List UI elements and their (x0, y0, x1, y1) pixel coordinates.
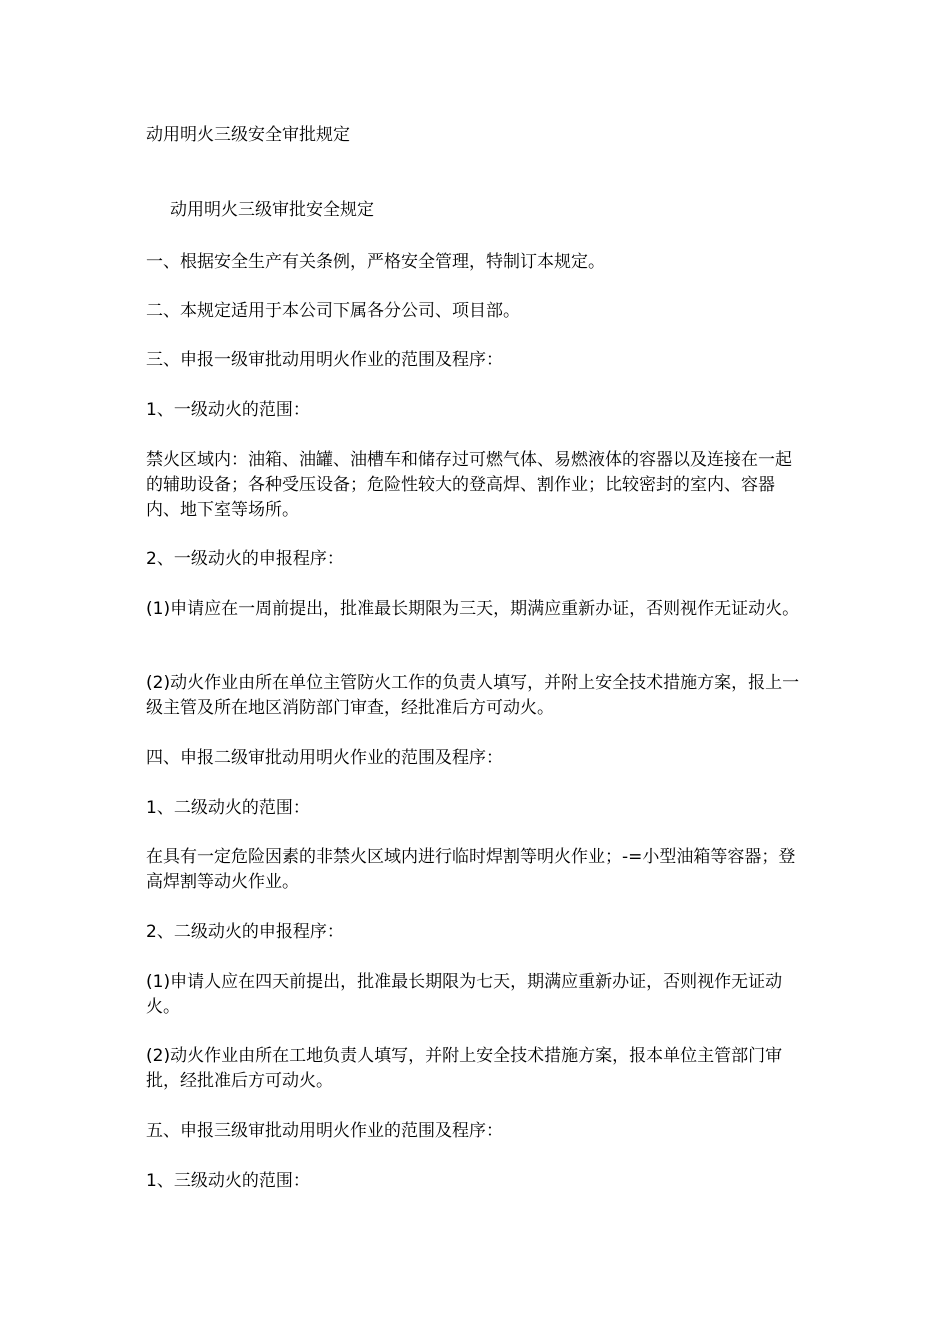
section-heading: 四、申报二级审批动用明火作业的范围及程序： (146, 748, 503, 768)
paragraph: (1)申请应在一周前提出，批准最长期限为三天，期满应重新办证，否则视作无证动火。 (146, 599, 800, 619)
subsection-heading: 2、二级动火的申报程序： (146, 922, 344, 942)
section-heading: 五、申报三级审批动用明火作业的范围及程序： (146, 1121, 503, 1141)
paragraph: 二、本规定适用于本公司下属各分公司、项目部。 (146, 301, 520, 321)
document-subtitle: 动用明火三级审批安全规定 (170, 200, 374, 220)
subsection-heading: 2、一级动火的申报程序： (146, 549, 344, 569)
section-heading: 三、申报一级审批动用明火作业的范围及程序： (146, 350, 503, 370)
paragraph: (2)动火作业由所在单位主管防火工作的负责人填写，并附上安全技术措施方案，报上一级主管及所在地区消防部门审查，经批准后方可动火。 (146, 673, 800, 718)
subsection-heading: 1、三级动火的范围： (146, 1171, 310, 1191)
document-title: 动用明火三级安全审批规定 (146, 125, 350, 145)
subsection-heading: 1、二级动火的范围： (146, 798, 310, 818)
paragraph: (1)申请人应在四天前提出，批准最长期限为七天，期满应重新办证，否则视作无证动火。 (146, 972, 783, 1017)
paragraph: 在具有一定危险因素的非禁火区域内进行临时焊割等明火作业；-=小型油箱等容器；登高焊割等动火作业。 (146, 847, 796, 892)
paragraph: 禁火区域内：油箱、油罐、油槽车和储存过可燃气体、易燃液体的容器以及连接在一起的辅助设备；各种受压设备；危险性较大的登高焊、割作业；比较密封的室内、容器内、地下室等场所。 (146, 450, 792, 520)
paragraph: (2)动火作业由所在工地负责人填写，并附上安全技术措施方案，报本单位主管部门审批，经批准后方可动火。 (146, 1046, 783, 1091)
paragraph: 一、根据安全生产有关条例，严格安全管理，特制订本规定。 (146, 252, 605, 272)
subsection-heading: 1、一级动火的范围： (146, 400, 310, 420)
